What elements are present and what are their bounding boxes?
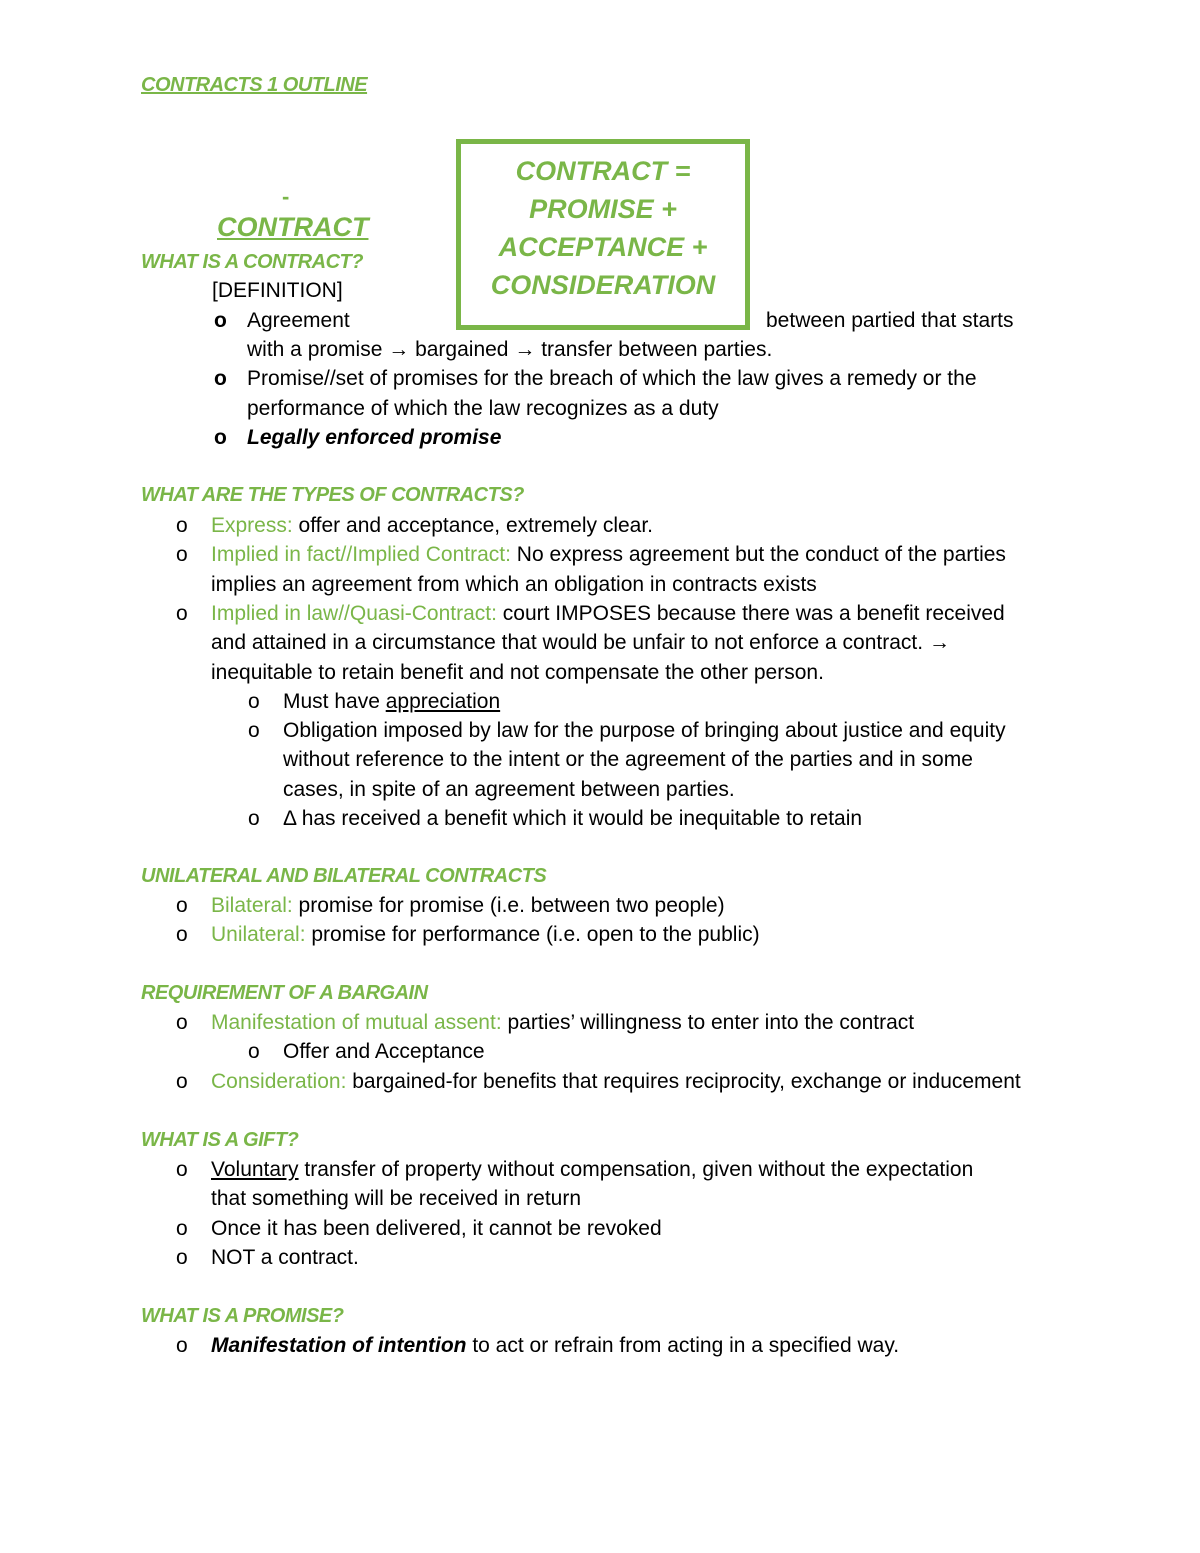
label-express: Express: <box>211 514 293 537</box>
formula-line-2: PROMISE + <box>529 194 677 224</box>
label-unilateral: Unilateral: <box>211 923 306 946</box>
bullet-icon: o <box>248 690 260 713</box>
text-implied-law: court IMPOSES because there was a benefit received <box>496 602 1005 625</box>
bullet-icon: o <box>176 894 188 917</box>
arrow-right-icon: → <box>514 338 536 361</box>
document-title: CONTRACTS 1 OUTLINE <box>141 74 368 96</box>
bullet-icon: o <box>176 1158 188 1181</box>
text-appreciation: appreciation <box>385 690 501 713</box>
subitem-obligation-c: cases, in spite of an agreement between parties. <box>283 778 735 801</box>
subitem-obligation-a: Obligation imposed by law for the purpose of bringing about justice and equity <box>283 719 1006 742</box>
text-bilateral: promise for promise (i.e. between two people) <box>292 894 725 917</box>
type-implied-fact-cont: implies an agreement from which an obligation in contracts exists <box>211 573 817 596</box>
bullet-icon: o <box>248 1040 260 1063</box>
heading-types: WHAT ARE THE TYPES OF CONTRACTS? <box>141 484 524 506</box>
bullet-icon: o <box>248 719 260 742</box>
contract-big-title: CONTRACT <box>217 212 369 242</box>
gift-item-1 <box>211 1155 973 1185</box>
gift-item-2: Once it has been delivered, it cannot be revoked <box>211 1217 662 1240</box>
text-unilateral: promise for performance (i.e. open to the public) <box>305 923 760 946</box>
bullet-icon: o <box>248 807 260 830</box>
subitem-appreciation <box>283 687 500 717</box>
formula-line-4: CONSIDERATION <box>490 270 716 300</box>
bullet-icon: o <box>176 1217 188 1240</box>
definition-item-1a: Agreement <box>247 309 350 332</box>
item-unilateral <box>211 920 760 950</box>
type-implied-law <box>211 599 1005 629</box>
definition-item-1b: between partied that starts <box>766 309 1014 332</box>
subitem-offer-acceptance: Offer and Acceptance <box>283 1040 485 1063</box>
type-implied-law-cont2: inequitable to retain benefit and not compensate the other person. <box>211 661 824 684</box>
text-transfer: transfer between parties. <box>541 338 773 361</box>
definition-item-3: Legally enforced promise <box>247 426 502 449</box>
definition-item-2b: performance of which the law recognizes as a duty <box>247 397 719 420</box>
subitem-obligation-b: without reference to the intent or the agreement of the parties and in some <box>283 748 973 771</box>
bullet-icon: o <box>176 1334 188 1357</box>
subitem-benefit: Δ has received a benefit which it would be inequitable to retain <box>283 807 863 830</box>
item-consideration <box>211 1067 1021 1097</box>
text-consideration: bargained-for benefits that requires reciprocity, exchange or inducement <box>346 1070 1021 1093</box>
heading-gift: WHAT IS A GIFT? <box>141 1129 299 1151</box>
text-must-have: Must have <box>283 690 386 713</box>
label-implied-fact: Implied in fact//Implied Contract: <box>211 543 511 566</box>
definition-item-2a: Promise//set of promises for the breach of which the law gives a remedy or the <box>247 367 977 390</box>
label-bilateral: Bilateral: <box>211 894 293 917</box>
text-implied-fact: No express agreement but the conduct of the parties <box>510 543 1006 566</box>
label-consideration: Consideration: <box>211 1070 347 1093</box>
arrow-right-icon: → <box>928 631 950 654</box>
type-express <box>211 511 653 541</box>
bullet-icon: o <box>176 543 188 566</box>
gift-item-1-cont: that something will be received in return <box>211 1187 582 1210</box>
type-implied-fact <box>211 540 1006 570</box>
item-bilateral <box>211 891 725 921</box>
text-implied-law-2: and attained in a circumstance that would be unfair to not enforce a contract. <box>211 631 924 654</box>
text-bargained: bargained <box>415 338 509 361</box>
text-with-a-promise: with a promise <box>247 338 383 361</box>
type-implied-law-cont <box>211 628 950 658</box>
text-manifestation-intention: Manifestation of intention <box>211 1334 467 1357</box>
bullet-icon: o <box>176 602 188 625</box>
label-manifestation: Manifestation of mutual assent: <box>211 1011 502 1034</box>
heading-promise: WHAT IS A PROMISE? <box>141 1305 344 1327</box>
text-express: offer and acceptance, extremely clear. <box>292 514 654 537</box>
gift-item-3: NOT a contract. <box>211 1246 359 1269</box>
bullet-icon: o <box>176 1246 188 1269</box>
text-promise-def: to act or refrain from acting in a specified way. <box>466 1334 900 1357</box>
bullet-icon: o <box>214 426 227 449</box>
heading-bargain: REQUIREMENT OF A BARGAIN <box>141 982 428 1004</box>
bullet-icon: o <box>214 309 227 332</box>
section-dash: - <box>282 184 290 209</box>
definition-item-1-cont <box>247 335 772 365</box>
arrow-right-icon: → <box>388 338 410 361</box>
contract-formula-box <box>456 139 750 330</box>
item-manifestation <box>211 1008 914 1038</box>
formula-line-1: CONTRACT = <box>515 156 691 186</box>
text-voluntary: Voluntary <box>211 1158 299 1181</box>
bullet-icon: o <box>176 1070 188 1093</box>
bullet-icon: o <box>176 923 188 946</box>
text-manifestation: parties’ willingness to enter into the contract <box>501 1011 915 1034</box>
label-implied-law: Implied in law//Quasi-Contract: <box>211 602 497 625</box>
heading-what-is-contract: WHAT IS A CONTRACT? <box>141 251 363 273</box>
promise-item-1 <box>211 1331 899 1361</box>
bullet-icon: o <box>176 1011 188 1034</box>
heading-unilateral-bilateral: UNILATERAL AND BILATERAL CONTRACTS <box>141 865 547 887</box>
definition-label: [DEFINITION] <box>212 279 343 302</box>
bullet-icon: o <box>214 367 227 390</box>
formula-line-3: ACCEPTANCE + <box>498 232 708 262</box>
bullet-icon: o <box>176 514 188 537</box>
text-gift-1: transfer of property without compensation, given without the expectation <box>298 1158 974 1181</box>
